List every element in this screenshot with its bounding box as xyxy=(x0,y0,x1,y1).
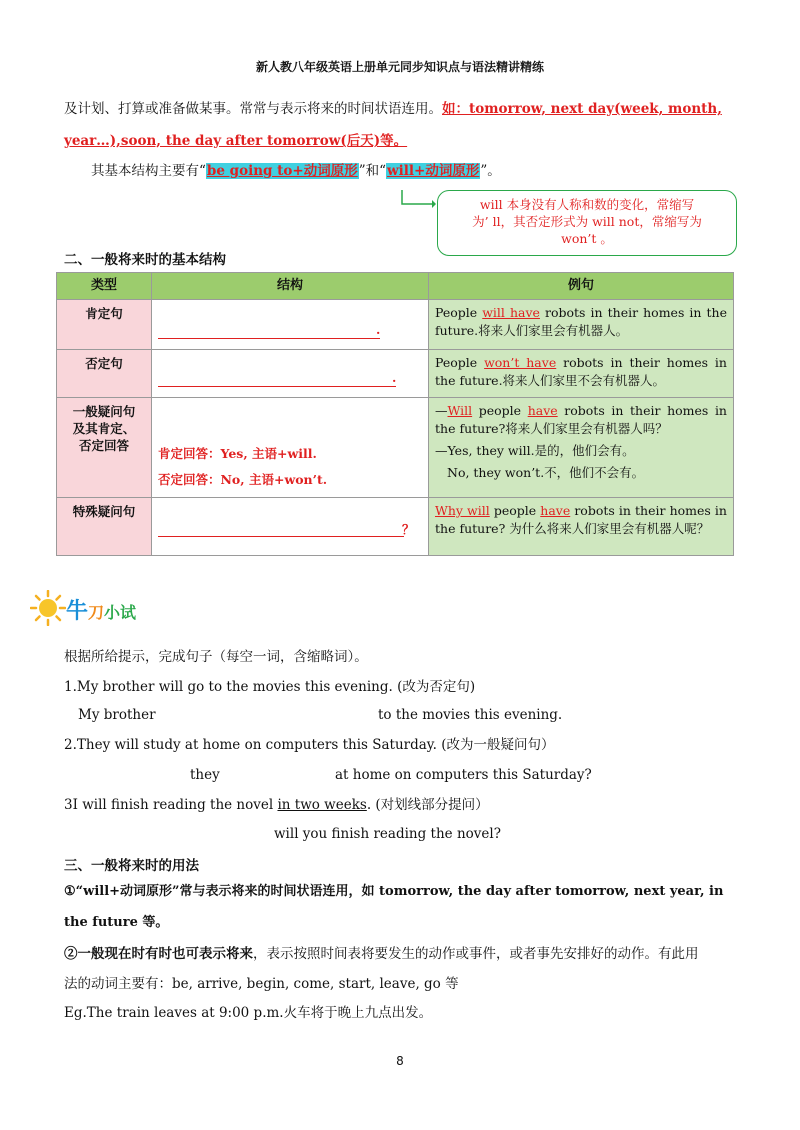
example-text: robots in their homes in the future? 为什么将来人们家里会有机器人呢？ xyxy=(435,503,727,536)
example-text: People xyxy=(435,355,485,370)
sun-icon xyxy=(30,590,66,626)
intro-red-examples-cont: year…),soon, the day after tomorrow(后天)等。 xyxy=(64,133,408,149)
row-type-negative: 否定句 xyxy=(57,350,152,398)
callout-line-1: will 本身没有人称和数的变化，常缩写 xyxy=(479,197,695,212)
structure-intro-text: 其基本结构主要有“ xyxy=(91,163,206,179)
question-text: 3I will finish reading the novel xyxy=(64,797,278,813)
blank-end-mark: . xyxy=(376,322,381,337)
highlight-be-going-to: be going to+动词原形 xyxy=(206,163,358,179)
intro-red-examples: 如：tomorrow, next day(week, month, xyxy=(442,101,722,117)
row-structure-wh-question xyxy=(152,498,429,556)
example-question xyxy=(435,402,727,438)
table-row-wh-question xyxy=(57,498,734,556)
usage-2-text: ，表示按照时间表将要发生的动作或事件，或者事先安排好的动作。有此用 xyxy=(253,946,699,962)
practice-instruction: 根据所给提示，完成句子（每空一词，含缩略词）。 xyxy=(64,649,368,665)
row-example-negative xyxy=(429,350,734,398)
page-header: 新人教八年级英语上册单元同步知识点与语法精讲精练 xyxy=(255,60,544,74)
row-structure-question xyxy=(152,398,429,498)
example-text: robots in their homes in the future?将来人们家里会有机器人吗？ xyxy=(435,403,727,436)
example-text: people xyxy=(489,503,541,518)
example-red-verb: Will xyxy=(447,403,473,418)
row-example-wh-question xyxy=(429,498,734,556)
example-red-verb: won’t have xyxy=(484,355,557,370)
blank-line xyxy=(158,536,404,537)
example-red-verb: have xyxy=(527,403,558,418)
example-sentence: Eg.The train leaves at 9:00 p.m.火车将于晚上九点出发。 xyxy=(64,1005,433,1021)
usage-2-line-2: 法的动词主要有：be, arrive, begin, come, start, leave, go 等 xyxy=(64,976,459,992)
answer-2-left: they xyxy=(190,767,220,783)
section-3-title: 三、一般将来时的用法 xyxy=(64,858,199,874)
row-type-affirmative: 肯定句 xyxy=(57,300,152,350)
type-line: 否定回答 xyxy=(78,438,129,453)
row-structure-negative xyxy=(152,350,429,398)
answer-3: will you finish reading the novel? xyxy=(274,826,501,842)
row-example-question xyxy=(429,398,734,498)
answer-no: 否定回答：No, 主语+won’t. xyxy=(158,472,328,487)
structure-table xyxy=(56,272,734,556)
question-text: . (对划线部分提问） xyxy=(366,797,489,813)
question-underlined: in two weeks xyxy=(277,797,367,813)
callout-arrow-icon xyxy=(400,190,436,212)
table-row-question xyxy=(57,398,734,498)
callout-line-2: 为’ ll，其否定形式为 will not，常缩写为 xyxy=(472,214,702,229)
example-red-verb: have xyxy=(540,503,571,518)
blank-end-mark: . xyxy=(392,370,397,385)
row-example-affirmative xyxy=(429,300,734,350)
logo-big-char: 牛 xyxy=(66,599,89,624)
answer-2-right: at home on computers this Saturday? xyxy=(335,767,592,783)
intro-line-1 xyxy=(64,99,722,119)
usage-1-line-1: ①“will+动词原形”常与表示将来的时间状语连用，如 tomorrow, the day after tomorrow, next year, in xyxy=(64,884,724,899)
question-3 xyxy=(64,795,489,815)
section-2-title: 二、一般将来时的基本结构 xyxy=(64,252,226,268)
example-text: people xyxy=(472,403,528,418)
logo-small-text: 小试 xyxy=(104,603,137,622)
example-yes: —Yes, they will.是的，他们会有。 xyxy=(435,443,635,458)
callout-line-3: won’t 。 xyxy=(561,231,613,246)
structure-end-text: ”。 xyxy=(480,163,501,179)
type-line: 一般疑问句 xyxy=(72,404,136,419)
example-text: robots in their homes in the future.将来人们家里会有机器人。 xyxy=(435,305,727,338)
highlight-will: will+动词原形 xyxy=(387,163,480,179)
example-no: No, they won’t.不，他们不会有。 xyxy=(447,465,645,480)
row-type-wh-question: 特殊疑问句 xyxy=(57,498,152,556)
intro-text: 及计划、打算或准备做某事。常常与表示将来的时间状语连用。 xyxy=(64,101,442,117)
answer-1-left: My brother xyxy=(78,707,156,723)
question-2: 2.They will study at home on computers this Saturday. (改为一般疑问句） xyxy=(64,737,555,753)
structure-and-text: ”和“ xyxy=(358,163,387,179)
usage-2-line-1 xyxy=(64,944,699,964)
intro-line-2 xyxy=(64,131,407,151)
question-1: 1.My brother will go to the movies this evening. (改为否定句) xyxy=(64,679,476,695)
example-red-verb: Why will xyxy=(435,503,490,518)
example-text: robots in their homes in the future.将来人们家里不会有机器人。 xyxy=(435,355,727,388)
blank-line xyxy=(158,338,380,339)
table-header-structure: 结构 xyxy=(152,273,429,300)
example-text: — xyxy=(435,403,448,418)
blank-line xyxy=(158,386,396,387)
table-header-type: 类型 xyxy=(57,273,152,300)
blank-end-mark: ？ xyxy=(402,522,415,537)
usage-2-bold: ②一般现在时有时也可表示将来 xyxy=(64,946,253,962)
table-row-negative xyxy=(57,350,734,398)
page-number: 8 xyxy=(396,1054,404,1068)
logo-small-char: 刀 xyxy=(88,603,105,622)
table-header-example: 例句 xyxy=(429,273,734,300)
intro-line-3 xyxy=(91,161,501,181)
answer-1-right: to the movies this evening. xyxy=(378,707,563,723)
practice-logo xyxy=(66,594,136,625)
table-row-affirmative xyxy=(57,300,734,350)
row-structure-affirmative xyxy=(152,300,429,350)
row-type-question xyxy=(57,398,152,498)
usage-1-line-2: the future 等。 xyxy=(64,915,169,930)
answer-yes: 肯定回答：Yes, 主语+will. xyxy=(158,446,317,461)
type-line: 及其肯定、 xyxy=(72,421,136,436)
example-text: People xyxy=(435,305,483,320)
table-header-row xyxy=(57,273,734,300)
will-note-callout xyxy=(437,190,737,256)
example-red-verb: will have xyxy=(482,305,540,320)
